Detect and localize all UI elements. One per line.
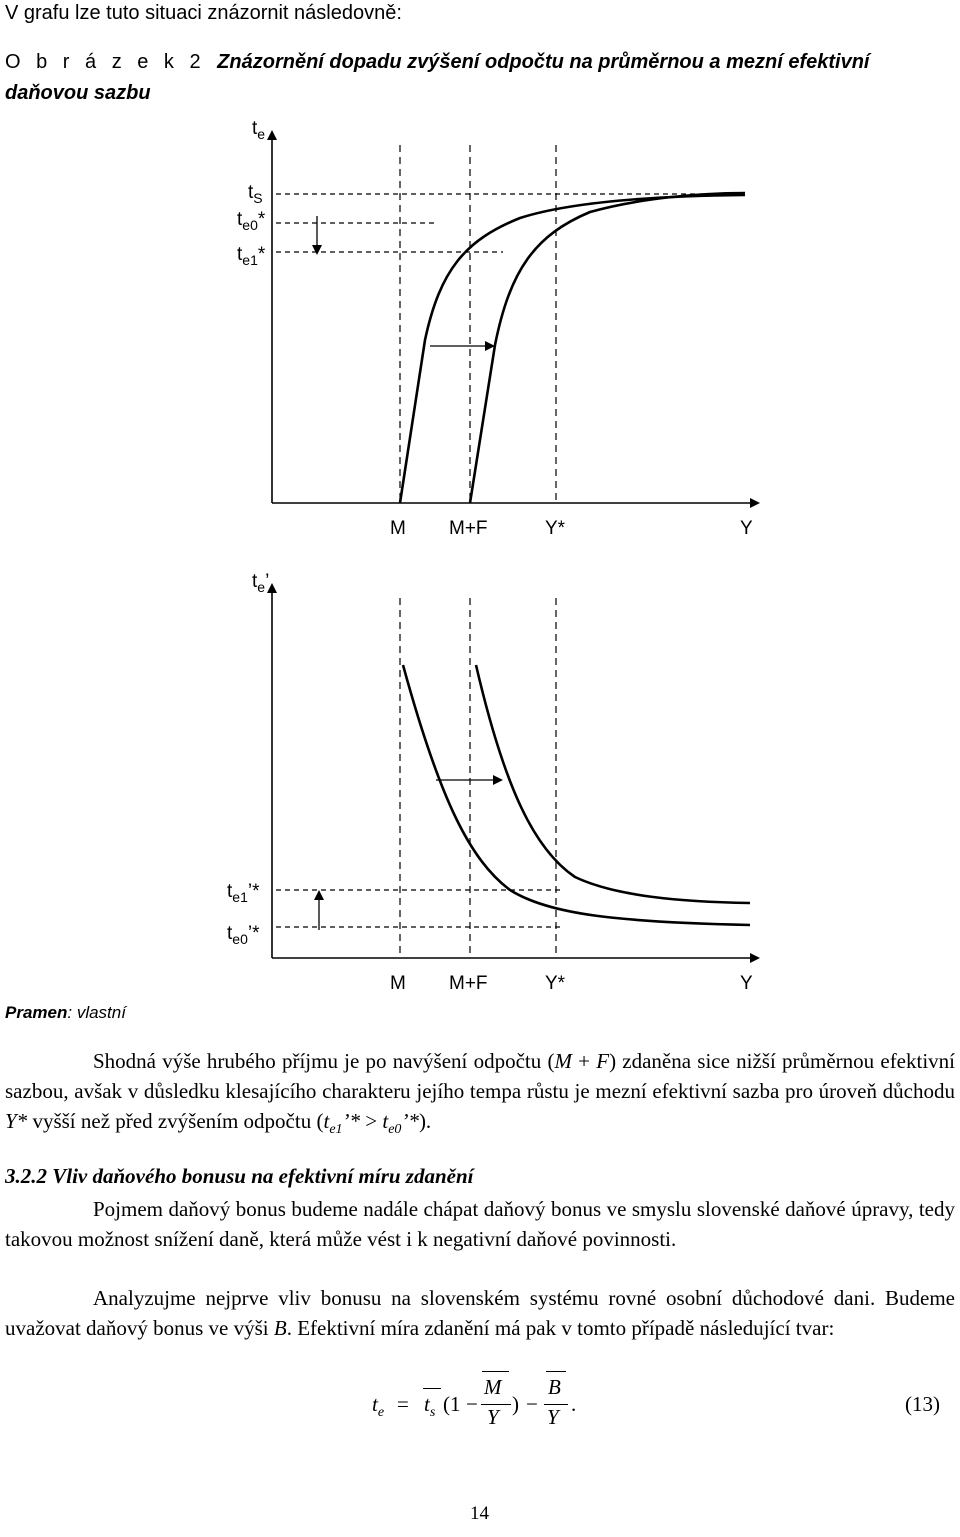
top-x-label-m: M bbox=[390, 518, 406, 539]
bottom-x-label-m: M bbox=[390, 973, 406, 994]
page-number: 14 bbox=[470, 1503, 489, 1524]
top-x-label-ystar: Y* bbox=[545, 518, 566, 539]
eq-m: M bbox=[484, 1375, 502, 1399]
intro-line: V grafu lze tuto situaci znázornit následovně: bbox=[5, 2, 402, 24]
bottom-chart bbox=[272, 588, 755, 958]
top-tick-te1: $t_{e1}*$ bbox=[237, 244, 266, 268]
top-x-label-y: Y bbox=[740, 518, 753, 539]
eq-period: . bbox=[571, 1392, 577, 1416]
figure-title-line1: Znázornění dopadu zvýšení odpočtu na průměrnou a mezní efektivní bbox=[217, 51, 870, 73]
bottom-y-axis-label: $t_e$’ bbox=[252, 571, 270, 595]
eq-m-bar bbox=[482, 1371, 509, 1372]
top-chart bbox=[272, 135, 755, 503]
source-value: : vlastní bbox=[67, 1003, 126, 1022]
figure-source bbox=[5, 1003, 126, 1023]
eq-y-1: Y bbox=[487, 1405, 499, 1429]
eq-ts-bar bbox=[423, 1388, 441, 1389]
top-tick-ts: $t_S$ bbox=[248, 182, 263, 206]
bottom-tick-te1: $t_{e1}’*$ bbox=[227, 881, 260, 905]
paragraph-3: Analyzujme nejprve vliv bonusu na slovenském systému rovné osobní důchodové dani. Budeme uvažovat daňový bonus ve výši B. Efektivní míra zdanění má pak v tomto případě následující tvar: bbox=[5, 1286, 955, 1340]
bottom-x-label-mf: M+F bbox=[449, 973, 488, 994]
bottom-curve-after bbox=[476, 665, 750, 903]
eq-te: $t_e$ bbox=[372, 1392, 385, 1421]
top-x-label-mf: M+F bbox=[449, 518, 488, 539]
bottom-x-label-ystar: Y* bbox=[545, 973, 566, 994]
eq-b-bar bbox=[546, 1371, 566, 1372]
bottom-x-label-y: Y bbox=[740, 973, 753, 994]
eq-y-2: Y bbox=[547, 1405, 559, 1429]
figure-title-line2: daňovou sazbu bbox=[5, 82, 151, 104]
bottom-tick-te0: $t_{e0}’*$ bbox=[227, 923, 260, 947]
eq-minus-1: − bbox=[466, 1392, 478, 1416]
eq-minus-2: − bbox=[526, 1392, 538, 1416]
top-tick-te0: $t_{e0}*$ bbox=[237, 209, 266, 233]
top-curve-before bbox=[400, 195, 745, 503]
bottom-curve-before bbox=[403, 665, 750, 925]
eq-b: B bbox=[548, 1375, 561, 1399]
eq-equals: = bbox=[397, 1392, 409, 1416]
figure-label: O b r á z e k 2 bbox=[5, 51, 206, 73]
paragraph-1: Shodná výše hrubého příjmu je po navýšení odpočtu (M + F) zdaněna sice nižší průměrnou efektivní sazbou, avšak v důsledku klesajícího charakteru jejího tempa růstu je mezní efektivní sazba pro úroveň důchodu Y* vyšší než před zvýšením odpočtu ($t_{e1}’*$ > $t_{e0}’*$). bbox=[5, 1049, 956, 1138]
paragraph-2: Pojmem daňový bonus budeme nadále chápat daňový bonus ve smyslu slovenské daňové úpravy, tedy takovou možnost snížení daně, která může vést i k negativní daňové povinnosti. bbox=[5, 1197, 955, 1251]
eq-number: (13) bbox=[905, 1392, 940, 1416]
source-label: Pramen bbox=[5, 1003, 68, 1022]
section-heading: 3.2.2 Vliv daňového bonusu na efektivní míru zdanění bbox=[5, 1164, 474, 1188]
top-y-axis-label: $t_e$ bbox=[252, 118, 266, 142]
eq-ts: $t_s$ bbox=[424, 1392, 436, 1421]
eq-close: ) bbox=[512, 1392, 519, 1416]
top-curve-after bbox=[470, 193, 745, 503]
eq-open: (1 bbox=[443, 1392, 461, 1416]
